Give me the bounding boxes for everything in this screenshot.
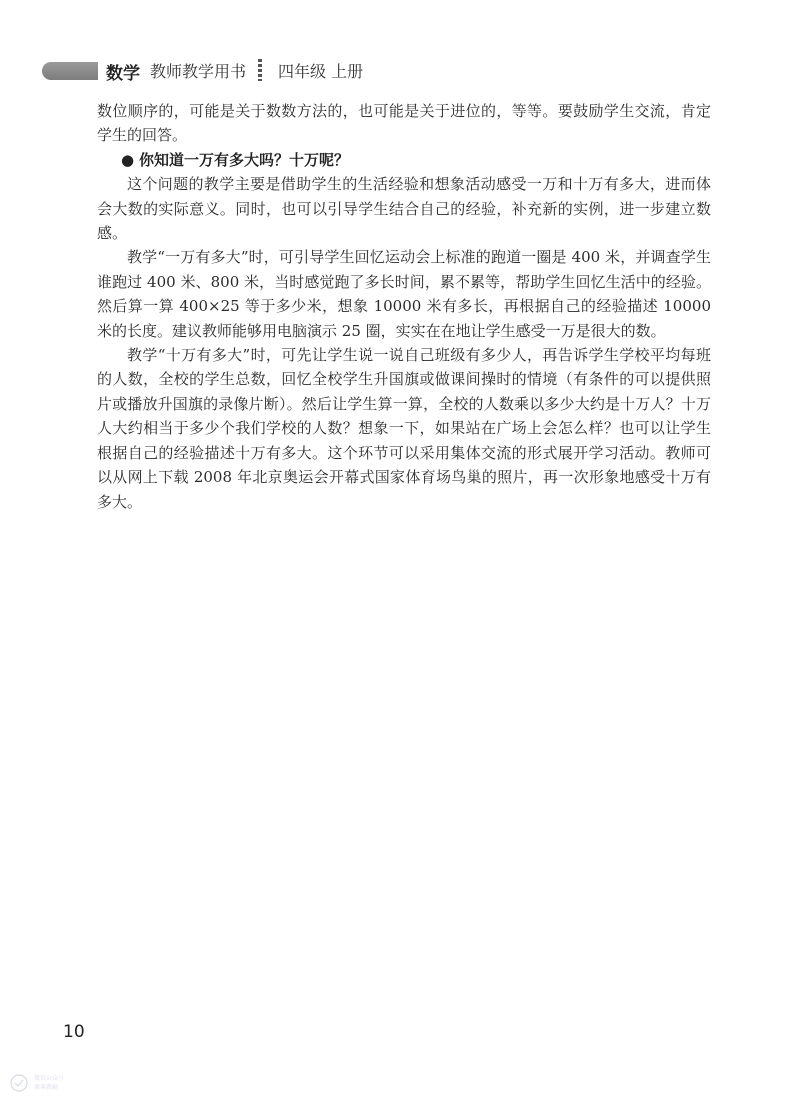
paragraph-hundred-thousand: 教学“十万有多大”时，可先让学生说一说自己班级有多少人，再告诉学生学校平均每班的人数，全校的学生总数，回忆全校学生升国旗或做课间操时的情境（有条件的可以提供照片或播放升国旗的录像片断）。然后让学生算一算，全校的人数乘以多少大约是十万人？十万人大约相当于多少个我们学校的人数？想象一下，如果站在广场上会怎么样？也可以让学生根据自己的经验描述十万有多大。这个环节可以采用集体交流的形式展开学习活动。教师可以从网上下载 2008 年北京奥运会开幕式国家体育场鸟巢的照片，再一次形象地感受十万有多大。	[97, 346, 711, 511]
paragraph-intro: 这个问题的教学主要是借助学生的生活经验和想象活动感受一万和十万有多大，进而体会大数的实际意义。同时，也可以引导学生结合自己的经验，补充新的实例，进一步建立数感。	[97, 175, 711, 243]
bullet-icon: ●	[121, 150, 135, 169]
bullet-question-text: 你知道一万有多大吗？十万呢？	[139, 150, 350, 169]
watermark	[8, 1072, 78, 1106]
watermark-logo-icon	[8, 1072, 30, 1094]
watermark-line2: 莱莱教辅	[34, 1084, 59, 1091]
header-grade: 四年级 上册	[278, 62, 364, 81]
watermark-line1: 微信公众号	[34, 1075, 65, 1082]
paragraph-continued: 数位顺序的，可能是关于数数方法的，也可能是关于进位的，等等。要鼓励学生交流，肯定学生的回答。	[97, 102, 711, 145]
paragraph-ten-thousand: 教学“一万有多大”时，可引导学生回忆运动会上标准的跑道一圈是 400 米，并调查学生谁跑过 400 米、800 米，当时感觉跑了多长时间，累不累等，帮助学生回忆生活中的经验。然后算一算 400×25 等于多少米，想象 10000 米有多长，再根据自己的经验描述 10000 米的长度。建议教师能够用电脑演示 25 圈，实实在在地让学生感受一万是很大的数。	[97, 248, 711, 340]
page-number: 10	[63, 1022, 85, 1042]
page-body	[97, 99, 711, 514]
page-header	[0, 56, 800, 86]
header-subject: 数学	[106, 64, 140, 84]
bullet-question	[97, 148, 711, 172]
header-decorative-bar	[42, 62, 98, 80]
watermark-text	[34, 1074, 64, 1092]
header-separator	[258, 59, 262, 81]
header-book-title: 教师教学用书	[150, 62, 247, 81]
